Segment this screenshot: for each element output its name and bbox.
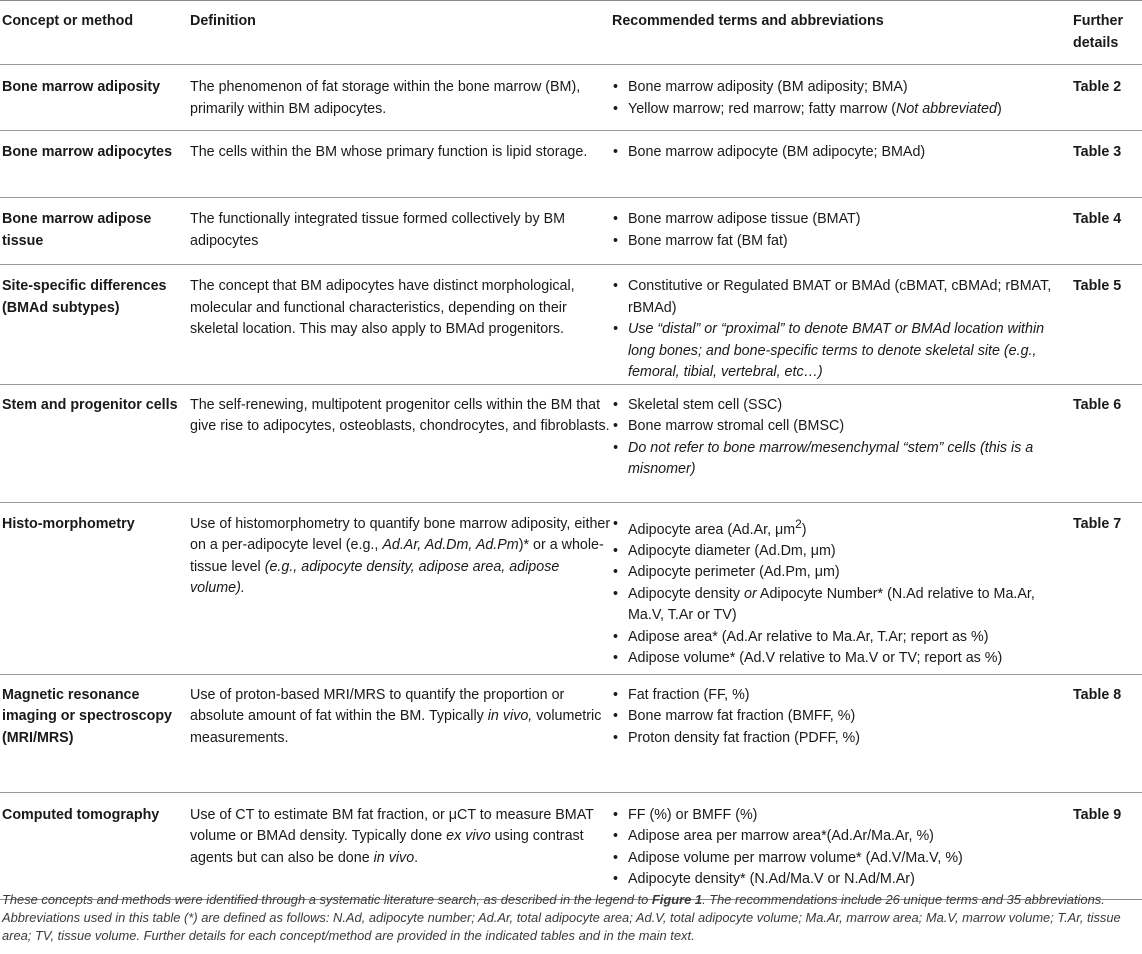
header-definition: Definition: [190, 1, 612, 65]
details-cell: Table 2: [1073, 65, 1142, 131]
terms-list: [612, 209, 1073, 252]
definition-emphasis: in vivo: [373, 849, 415, 866]
term-text: Adipocyte Number* (N.Ad relative to Ma.Ar, Ma.V, T.Ar or TV): [628, 585, 1035, 624]
terms-list: [612, 805, 1073, 891]
header-terms: Recommended terms and abbreviations: [612, 1, 1073, 65]
term-item: • Bone marrow adipose tissue (BMAT): [612, 209, 1073, 231]
term-item: • Bone marrow stromal cell (BMSC): [612, 416, 1073, 438]
terms-list: [612, 395, 1073, 481]
term-text: Yellow marrow; red marrow; fatty marrow (: [628, 100, 896, 117]
term-item: • Adipose area* (Ad.Ar relative to Ma.Ar, T.Ar; report as %): [612, 627, 1073, 649]
definition-emphasis: ex vivo: [446, 828, 491, 844]
term-item: • FF (%) or BMFF (%): [612, 805, 1073, 827]
table-row: [0, 674, 1142, 792]
definition-text: Use of histomorphometry to quantify bone marrow adiposity, either on a per-adipocyte level (e.g.,: [190, 515, 611, 553]
terms-list: [612, 77, 1073, 120]
header-concept: Concept or method: [0, 1, 190, 65]
term-superscript: 2: [795, 516, 802, 531]
term-item: • Bone marrow adipocyte (BM adipocyte; BMAd): [612, 142, 1073, 164]
term-text: Adipocyte area (Ad.Ar, μm: [628, 521, 796, 538]
table-row: [0, 65, 1142, 131]
term-item: • Adipocyte density* (N.Ad/Ma.V or N.Ad/M.Ar): [612, 869, 1073, 891]
concept-cell: Bone marrow adipocytes: [0, 131, 190, 198]
figure-reference: Figure 1: [651, 892, 703, 907]
definition-text: Use of proton-based MRI/MRS to quantify the proportion or absolute amount of fat within the BM. Typically: [190, 686, 565, 724]
definition-cell: The concept that BM adipocytes have distinct morphological, molecular and functional characteristics, depending on their skeletal location. This may also apply to BMAd progenitors.: [190, 265, 612, 385]
term-item: [612, 99, 1073, 121]
table-row: [0, 792, 1142, 899]
term-item: • Bone marrow fat fraction (BMFF, %): [612, 706, 1073, 728]
term-text: ): [996, 100, 1002, 117]
term-item: • Adipose area per marrow area*(Ad.Ar/Ma.Ar, %): [612, 826, 1073, 848]
term-item: • Do not refer to bone marrow/mesenchymal “stem” cells (this is a misnomer): [612, 438, 1073, 481]
definition-text: )* or a whole-tissue level: [190, 537, 604, 575]
definition-cell: The self-renewing, multipotent progenitor cells within the BM that give rise to adipocytes, osteoblasts, chondrocytes, and fibroblasts.: [190, 384, 612, 502]
details-cell: Table 6: [1073, 384, 1142, 502]
term-conjunction: or: [744, 585, 757, 602]
term-note: Not abbreviated: [896, 100, 997, 117]
definition-text: using contrast agents but can also be done: [190, 828, 584, 866]
definition-cell: The cells within the BM whose primary function is lipid storage.: [190, 131, 612, 198]
terms-list: [612, 276, 1073, 384]
term-item: • Use “distal” or “proximal” to denote BMAT or BMAd location within long bones; and bone-specific terms to denote skeletal site (e.g., femoral, tibial, vertebral, etc…): [612, 319, 1073, 384]
terms-cell: [612, 131, 1073, 198]
terms-cell: [612, 65, 1073, 131]
definition-text: volumetric measurements.: [190, 708, 602, 746]
table-header: [0, 1, 1142, 65]
terms-cell: [612, 502, 1073, 674]
term-text: ): [801, 521, 807, 538]
details-cell: Table 8: [1073, 674, 1142, 792]
table-row: [0, 265, 1142, 385]
definition-text: .: [414, 849, 419, 866]
definition-cell: The functionally integrated tissue formed collectively by BM adipocytes: [190, 198, 612, 265]
definition-cell: The phenomenon of fat storage within the bone marrow (BM), primarily within BM adipocytes.: [190, 65, 612, 131]
terms-cell: [612, 265, 1073, 385]
terms-list: [612, 685, 1073, 750]
table-body: [0, 65, 1142, 900]
term-item: • Fat fraction (FF, %): [612, 685, 1073, 707]
term-item: [612, 514, 1073, 541]
header-details: Further details: [1073, 1, 1142, 65]
terms-list: [612, 514, 1073, 670]
terms-cell: [612, 674, 1073, 792]
term-item: [612, 584, 1073, 627]
term-item: • Proton density fat fraction (PDFF, %): [612, 728, 1073, 750]
table-footnote: [2, 891, 1138, 945]
table-row: [0, 502, 1142, 674]
details-cell: Table 7: [1073, 502, 1142, 674]
terms-list: [612, 142, 1073, 164]
details-cell: Table 9: [1073, 792, 1142, 899]
term-item: • Adipose volume* (Ad.V relative to Ma.V or TV; report as %): [612, 648, 1073, 670]
definition-cell: [190, 792, 612, 899]
terms-cell: [612, 198, 1073, 265]
details-cell: Table 4: [1073, 198, 1142, 265]
table-row: [0, 384, 1142, 502]
concept-cell: Histo-morphometry: [0, 502, 190, 674]
concept-cell: Stem and progenitor cells: [0, 384, 190, 502]
concept-cell: Site-specific differences (BMAd subtypes): [0, 265, 190, 385]
term-item: • Adipose volume per marrow volume* (Ad.V/Ma.V, %): [612, 848, 1073, 870]
definition-cell: [190, 674, 612, 792]
term-item: • Constitutive or Regulated BMAT or BMAd (cBMAT, cBMAd; rBMAT, rBMAd): [612, 276, 1073, 319]
definition-example: (e.g., adipocyte density, adipose area, adipose volume).: [190, 558, 560, 596]
definition-text: Use of CT to estimate BM fat fraction, or μCT to measure BMAT volume or BMAd density. Typically done: [190, 806, 594, 844]
definition-emphasis: in vivo,: [487, 708, 533, 724]
term-item: • Bone marrow fat (BM fat): [612, 231, 1073, 253]
term-text: Adipocyte density: [628, 585, 745, 602]
definition-abbrev: Ad.Ar, Ad.Dm, Ad.Pm: [382, 537, 519, 553]
header-row: [0, 1, 1142, 65]
term-item: • Adipocyte diameter (Ad.Dm, μm): [612, 541, 1073, 563]
term-item: • Adipocyte perimeter (Ad.Pm, μm): [612, 562, 1073, 584]
concept-cell: Bone marrow adiposity: [0, 65, 190, 131]
details-cell: Table 5: [1073, 265, 1142, 385]
definition-cell: [190, 502, 612, 674]
footnote-text: . The recommendations include 26 unique terms and 35 abbreviations. Abbreviations used in this table (*) are defined as follows: N.Ad, adipocyte number; Ad.Ar, total adipocyte area; Ad.V, total adipocyte volume; Ma.Ar, marrow area; Ma.V, marrow volume; T.Ar, tissue area; TV, tissue volume. Further details for each concept/method are provided in the indicated tables and in the main text.: [2, 892, 1121, 943]
table-row: [0, 198, 1142, 265]
table-row: [0, 131, 1142, 198]
concept-cell: Bone marrow adipose tissue: [0, 198, 190, 265]
term-item: • Skeletal stem cell (SSC): [612, 395, 1073, 417]
terms-cell: [612, 384, 1073, 502]
concept-cell: Magnetic resonance imaging or spectroscopy (MRI/MRS): [0, 674, 190, 792]
terms-cell: [612, 792, 1073, 899]
term-item: • Bone marrow adiposity (BM adiposity; BMA): [612, 77, 1073, 99]
concept-cell: Computed tomography: [0, 792, 190, 899]
details-cell: Table 3: [1073, 131, 1142, 198]
footnote-text: These concepts and methods were identified through a systematic literature search, as described in the legend to: [2, 892, 652, 907]
